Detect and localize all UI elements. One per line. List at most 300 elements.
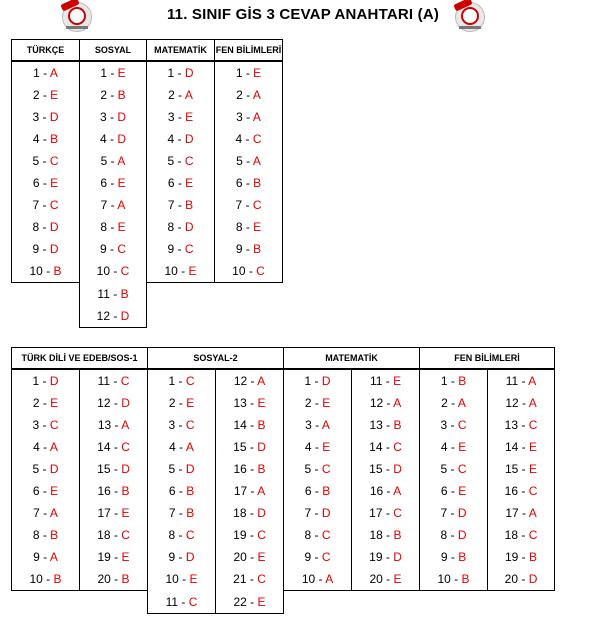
column-header: TÜRKÇE xyxy=(12,40,80,62)
answer-cell: 19 - B xyxy=(488,546,555,568)
answer-letter: B xyxy=(393,418,402,432)
question-number: 10 xyxy=(232,264,246,278)
question-number: 3 xyxy=(167,110,175,124)
answer-letter: A xyxy=(117,198,126,212)
question-number: 13 xyxy=(97,418,112,432)
question-number: 11 xyxy=(97,374,111,388)
question-number: 4 xyxy=(304,440,312,454)
answer-cell: 11 - A xyxy=(488,369,555,392)
answer-cell: 17 - A xyxy=(488,502,555,524)
answer-cell: 5 - D xyxy=(148,458,216,480)
question-number: 11 xyxy=(369,374,383,388)
answer-cell: 4 - E xyxy=(284,436,352,458)
question-number: 3 xyxy=(32,110,40,124)
answer-cell: 2 - E xyxy=(12,392,80,414)
answer-cell: 1 - D xyxy=(12,369,80,392)
answer-cell: 3 - C xyxy=(148,414,216,436)
answer-letter: E xyxy=(257,396,266,410)
question-number: 16 xyxy=(233,462,247,476)
table-row xyxy=(12,591,555,614)
answer-cell: 20 - B xyxy=(80,568,148,591)
answer-letter: D xyxy=(257,440,266,454)
question-number: 16 xyxy=(504,484,519,498)
answer-cell: 5 - C xyxy=(284,458,352,480)
question-number: 3 xyxy=(168,418,176,432)
answer-cell: 7 - B xyxy=(148,502,216,524)
answer-letter: C xyxy=(321,462,331,476)
answer-letter: D xyxy=(121,462,130,476)
answer-letter: D xyxy=(321,506,331,520)
answer-cell: 14 - E xyxy=(488,436,555,458)
answer-cell xyxy=(147,305,215,328)
answer-cell: 1 - D xyxy=(147,61,215,84)
answer-letter: D xyxy=(49,374,59,388)
answer-cell: 13 - B xyxy=(352,414,420,436)
answer-letter: A xyxy=(121,418,130,432)
answer-letter: A xyxy=(252,88,261,102)
question-number: 21 xyxy=(233,572,247,587)
question-number: 8 xyxy=(32,220,40,234)
question-number: 8 xyxy=(32,528,40,542)
table-row xyxy=(12,61,283,84)
table-row xyxy=(12,502,555,524)
answer-letter: B xyxy=(253,242,262,256)
question-number: 15 xyxy=(233,440,247,454)
question-number: 6 xyxy=(32,484,40,498)
answer-cell: 4 - B xyxy=(12,128,80,150)
answer-cell: 10 - B xyxy=(12,568,80,591)
answer-cell: 4 - D xyxy=(80,128,147,150)
table-row xyxy=(12,546,555,568)
answer-letter: C xyxy=(185,374,195,388)
answer-letter: A xyxy=(117,154,126,168)
question-number: 4 xyxy=(32,132,40,146)
question-number: 3 xyxy=(236,110,243,124)
question-number: 12 xyxy=(369,396,384,410)
question-number: 18 xyxy=(369,528,383,542)
question-number: 13 xyxy=(369,418,383,432)
answer-letter: A xyxy=(257,484,266,498)
answer-letter: C xyxy=(185,418,195,432)
answer-letter: A xyxy=(528,506,537,520)
answer-letter: D xyxy=(49,110,59,124)
question-number: 9 xyxy=(32,242,40,256)
answer-letter: C xyxy=(528,484,538,498)
answer-letter: C xyxy=(528,418,538,432)
column-header: SOSYAL xyxy=(80,40,147,62)
section-header: MATEMATİK xyxy=(284,348,420,370)
answer-cell: 1 - A xyxy=(12,61,80,84)
answer-cell: 14 - B xyxy=(216,414,284,436)
question-number: 7 xyxy=(32,198,40,212)
answer-cell: 3 - E xyxy=(147,106,215,128)
answer-cell: 2 - A xyxy=(215,84,283,106)
question-number: 10 xyxy=(29,264,43,278)
question-number: 2 xyxy=(304,396,312,410)
question-number: 11 xyxy=(97,286,110,301)
answer-cell: 4 - A xyxy=(148,436,216,458)
answer-letter: E xyxy=(50,88,59,102)
answer-letter: A xyxy=(49,506,58,520)
answer-cell: 18 - B xyxy=(352,524,420,546)
question-number: 17 xyxy=(233,484,248,498)
question-number: 7 xyxy=(33,506,40,520)
answer-letter: B xyxy=(458,550,467,564)
answer-cell: 16 - C xyxy=(488,480,555,502)
question-number: 8 xyxy=(440,528,448,542)
answer-letter: D xyxy=(121,396,130,410)
answer-cell: 9 - C xyxy=(80,238,147,260)
answer-letter: E xyxy=(257,550,266,564)
answer-cell xyxy=(284,591,352,614)
question-number: 2 xyxy=(32,88,40,102)
question-number: 16 xyxy=(97,484,111,498)
question-number: 5 xyxy=(168,462,176,476)
answer-letter: B xyxy=(185,198,194,212)
answer-letter: D xyxy=(117,132,127,146)
answer-cell: 10 - C xyxy=(215,260,283,283)
answer-letter: D xyxy=(184,220,194,234)
question-number: 6 xyxy=(235,176,243,190)
answer-cell: 4 - C xyxy=(215,128,283,150)
answer-cell: 7 - A xyxy=(80,194,147,216)
answer-cell: 8 - D xyxy=(147,216,215,238)
question-number: 15 xyxy=(504,462,519,476)
answer-letter: C xyxy=(121,528,130,542)
question-number: 9 xyxy=(168,550,176,564)
answer-cell: 6 - E xyxy=(147,172,215,194)
answer-letter: D xyxy=(184,132,194,146)
answer-letter: C xyxy=(49,418,59,432)
answer-cell: 1 - E xyxy=(80,61,147,84)
question-number: 2 xyxy=(100,88,107,102)
question-number: 12 xyxy=(96,309,110,323)
answer-letter: D xyxy=(393,550,402,564)
table-row xyxy=(12,84,283,106)
question-number: 17 xyxy=(369,506,383,520)
answer-cell: 2 - E xyxy=(284,392,352,414)
answer-letter: C xyxy=(49,154,59,168)
answer-cell: 1 - D xyxy=(284,369,352,392)
table-row xyxy=(12,480,555,502)
section-header: SOSYAL-2 xyxy=(148,348,284,370)
question-number: 15 xyxy=(97,462,111,476)
answer-letter: B xyxy=(461,572,470,586)
answer-cell: 20 - E xyxy=(352,568,420,591)
question-number: 1 xyxy=(235,66,243,80)
answer-letter: E xyxy=(185,176,194,190)
table-row xyxy=(12,392,555,414)
question-number: 12 xyxy=(233,374,248,388)
answer-cell xyxy=(215,283,283,306)
question-number: 13 xyxy=(233,396,247,410)
question-number: 17 xyxy=(97,506,111,520)
table-row xyxy=(12,283,283,306)
question-number: 6 xyxy=(32,176,40,190)
answer-cell: 9 - B xyxy=(215,238,283,260)
answer-cell: 5 - A xyxy=(215,150,283,172)
answer-cell xyxy=(80,591,148,614)
question-number: 5 xyxy=(440,462,448,476)
answer-letter: C xyxy=(393,440,402,454)
question-number: 5 xyxy=(304,462,312,476)
question-number: 2 xyxy=(168,396,176,410)
answer-letter: D xyxy=(49,242,59,256)
answer-letter: B xyxy=(186,484,195,498)
answer-letter: E xyxy=(50,396,59,410)
answer-cell: 5 - C xyxy=(420,458,488,480)
question-number: 20 xyxy=(233,550,247,564)
answer-cell: 14 - C xyxy=(80,436,148,458)
answer-cell: 8 - B xyxy=(12,524,80,546)
question-number: 10 xyxy=(29,572,43,586)
table-row xyxy=(12,238,283,260)
answer-letter: C xyxy=(184,154,194,168)
question-number: 4 xyxy=(33,440,40,454)
answer-letter: C xyxy=(393,506,402,520)
table-row xyxy=(12,414,555,436)
answer-letter: B xyxy=(121,484,130,498)
answer-cell xyxy=(12,283,80,306)
answer-cell: 13 - E xyxy=(216,392,284,414)
question-number: 11 xyxy=(165,594,179,609)
answer-cell: 11 - C xyxy=(80,369,148,392)
answer-letter: E xyxy=(186,396,195,410)
answer-cell: 12 - A xyxy=(352,392,420,414)
answer-letter: C xyxy=(256,264,265,278)
question-number: 8 xyxy=(235,220,243,234)
answer-cell: 6 - E xyxy=(12,480,80,502)
answer-letter: C xyxy=(188,594,198,609)
answer-letter: B xyxy=(50,132,59,146)
answer-letter: C xyxy=(252,198,262,212)
answer-cell: 4 - A xyxy=(12,436,80,458)
answer-letter: E xyxy=(322,440,331,454)
answer-cell: 16 - A xyxy=(352,480,420,502)
answer-letter: B xyxy=(393,528,402,542)
question-number: 19 xyxy=(97,550,111,564)
answer-cell xyxy=(147,283,215,306)
answer-cell: 8 - D xyxy=(420,524,488,546)
answer-letter: B xyxy=(53,572,62,586)
question-number: 4 xyxy=(167,132,175,146)
answer-cell: 2 - A xyxy=(420,392,488,414)
answer-cell: 17 - C xyxy=(352,502,420,524)
answer-letter: D xyxy=(117,110,127,124)
answer-letter: E xyxy=(529,462,538,476)
question-number: 7 xyxy=(235,198,243,212)
answer-letter: C xyxy=(49,198,59,212)
answer-cell: 19 - D xyxy=(352,546,420,568)
answer-letter: D xyxy=(120,309,130,323)
answer-letter: B xyxy=(458,374,467,388)
answer-letter: E xyxy=(121,506,130,520)
answer-letter: D xyxy=(528,572,538,586)
question-number: 7 xyxy=(168,506,176,520)
answer-letter: B xyxy=(257,462,266,476)
answer-cell: 2 - A xyxy=(147,84,215,106)
question-number: 10 xyxy=(437,572,451,586)
table-row xyxy=(12,194,283,216)
answer-cell: 12 - A xyxy=(488,392,555,414)
answer-letter: E xyxy=(117,220,126,234)
question-number: 7 xyxy=(440,506,448,520)
answer-letter: B xyxy=(322,484,331,498)
question-number: 5 xyxy=(236,154,243,168)
answer-letter: E xyxy=(185,110,194,124)
question-number: 4 xyxy=(99,132,107,146)
answer-letter: C xyxy=(252,132,262,146)
answer-letter: C xyxy=(257,528,266,542)
question-number: 7 xyxy=(100,198,108,212)
table-row xyxy=(12,524,555,546)
question-number: 11 xyxy=(505,374,519,388)
answer-cell: 9 - D xyxy=(12,238,80,260)
question-number: 1 xyxy=(33,66,40,80)
answer-letter: C xyxy=(321,550,331,564)
question-number: 6 xyxy=(440,484,448,498)
answer-cell: 8 - D xyxy=(12,216,80,238)
answer-cell: 3 - C xyxy=(420,414,488,436)
answer-cell: 18 - C xyxy=(80,524,148,546)
answer-cell: 8 - C xyxy=(148,524,216,546)
question-number: 2 xyxy=(168,88,175,102)
question-number: 22 xyxy=(233,594,247,609)
answer-cell: 9 - C xyxy=(284,546,352,568)
answer-cell: 10 - A xyxy=(284,568,352,591)
answer-letter: C xyxy=(117,242,127,256)
answer-letter: A xyxy=(457,396,466,410)
table-row xyxy=(12,436,555,458)
answer-letter: B xyxy=(121,572,130,586)
answer-cell: 3 - D xyxy=(80,106,147,128)
question-number: 12 xyxy=(505,396,519,410)
answer-letter: E xyxy=(50,176,59,190)
answer-cell: 6 - B xyxy=(284,480,352,502)
question-number: 10 xyxy=(96,264,110,279)
answer-cell: 7 - B xyxy=(147,194,215,216)
answer-cell: 15 - E xyxy=(488,458,555,480)
answer-letter: C xyxy=(184,242,194,256)
question-number: 20 xyxy=(369,572,383,586)
answer-table-2 xyxy=(11,347,555,614)
answer-cell: 7 - D xyxy=(420,502,488,524)
table-row xyxy=(12,172,283,194)
answer-cell: 17 - E xyxy=(80,502,148,524)
answer-cell: 5 - A xyxy=(80,150,147,172)
answer-cell xyxy=(488,591,555,614)
answer-cell xyxy=(12,591,80,614)
answer-letter: A xyxy=(185,440,194,454)
question-number: 14 xyxy=(97,440,111,454)
question-number: 2 xyxy=(441,396,448,410)
page-title: 11. SINIF GİS 3 CEVAP ANAHTARI (A) xyxy=(166,6,440,23)
answer-cell: 13 - A xyxy=(80,414,148,436)
answer-letter: A xyxy=(393,396,402,410)
answer-cell: 13 - C xyxy=(488,414,555,436)
answer-cell: 3 - D xyxy=(12,106,80,128)
question-number: 3 xyxy=(440,418,448,432)
question-number: 18 xyxy=(233,506,247,520)
answer-cell: 15 - D xyxy=(216,436,284,458)
question-number: 9 xyxy=(235,242,243,256)
answer-letter: E xyxy=(121,550,130,564)
answer-cell xyxy=(12,305,80,328)
answer-cell: 18 - C xyxy=(488,524,555,546)
question-number: 15 xyxy=(369,462,383,476)
answer-cell: 10 - B xyxy=(12,260,80,283)
answer-cell: 1 - E xyxy=(215,61,283,84)
answer-letter: A xyxy=(393,484,402,498)
answer-letter: D xyxy=(393,462,402,476)
table-row xyxy=(12,260,283,283)
answer-cell: 6 - B xyxy=(148,480,216,502)
answer-letter: A xyxy=(321,418,330,432)
answer-letter: A xyxy=(325,572,334,586)
table-row xyxy=(12,458,555,480)
answer-table-1 xyxy=(11,39,283,328)
answer-letter: D xyxy=(184,66,194,80)
answer-letter: A xyxy=(49,440,58,454)
answer-letter: D xyxy=(257,506,266,520)
question-number: 1 xyxy=(100,66,107,80)
question-number: 8 xyxy=(304,528,312,542)
table-row xyxy=(12,216,283,238)
answer-cell: 1 - C xyxy=(148,369,216,392)
answer-letter: E xyxy=(253,220,262,234)
answer-letter: E xyxy=(458,484,467,498)
answer-cell: 11 - B xyxy=(80,283,147,306)
answer-cell: 5 - C xyxy=(12,150,80,172)
answer-letter: C xyxy=(321,528,331,542)
answer-letter: C xyxy=(457,418,467,432)
answer-letter: C xyxy=(121,440,130,454)
answer-cell xyxy=(420,591,488,614)
answer-letter: C xyxy=(120,264,130,279)
answer-cell: 5 - D xyxy=(12,458,80,480)
answer-cell xyxy=(352,591,420,614)
answer-cell: 6 - E xyxy=(12,172,80,194)
answer-letter: A xyxy=(257,374,266,388)
answer-cell: 20 - E xyxy=(216,546,284,568)
table-row xyxy=(12,369,555,392)
answer-letter: C xyxy=(457,462,467,476)
question-number: 19 xyxy=(369,550,383,564)
question-number: 5 xyxy=(32,462,40,476)
answer-letter: A xyxy=(49,550,58,564)
answer-cell: 4 - E xyxy=(420,436,488,458)
answer-cell: 3 - C xyxy=(12,414,80,436)
answer-letter: E xyxy=(188,264,197,278)
answer-letter: E xyxy=(253,66,262,80)
answer-cell: 5 - C xyxy=(147,150,215,172)
answer-letter: C xyxy=(185,528,195,542)
answer-letter: E xyxy=(189,572,198,587)
answer-cell: 3 - A xyxy=(284,414,352,436)
question-number: 7 xyxy=(304,506,312,520)
answer-cell: 9 - A xyxy=(12,546,80,568)
question-number: 19 xyxy=(233,528,247,542)
answer-letter: C xyxy=(528,528,538,542)
question-number: 9 xyxy=(440,550,448,564)
answer-cell: 7 - C xyxy=(215,194,283,216)
answer-cell: 18 - D xyxy=(216,502,284,524)
answer-cell: 6 - E xyxy=(420,480,488,502)
question-number: 2 xyxy=(236,88,243,102)
answer-letter: D xyxy=(185,550,195,564)
section-header: TÜRK DİLİ VE EDEB/SOS-1 xyxy=(12,348,148,370)
answer-letter: B xyxy=(186,506,195,520)
